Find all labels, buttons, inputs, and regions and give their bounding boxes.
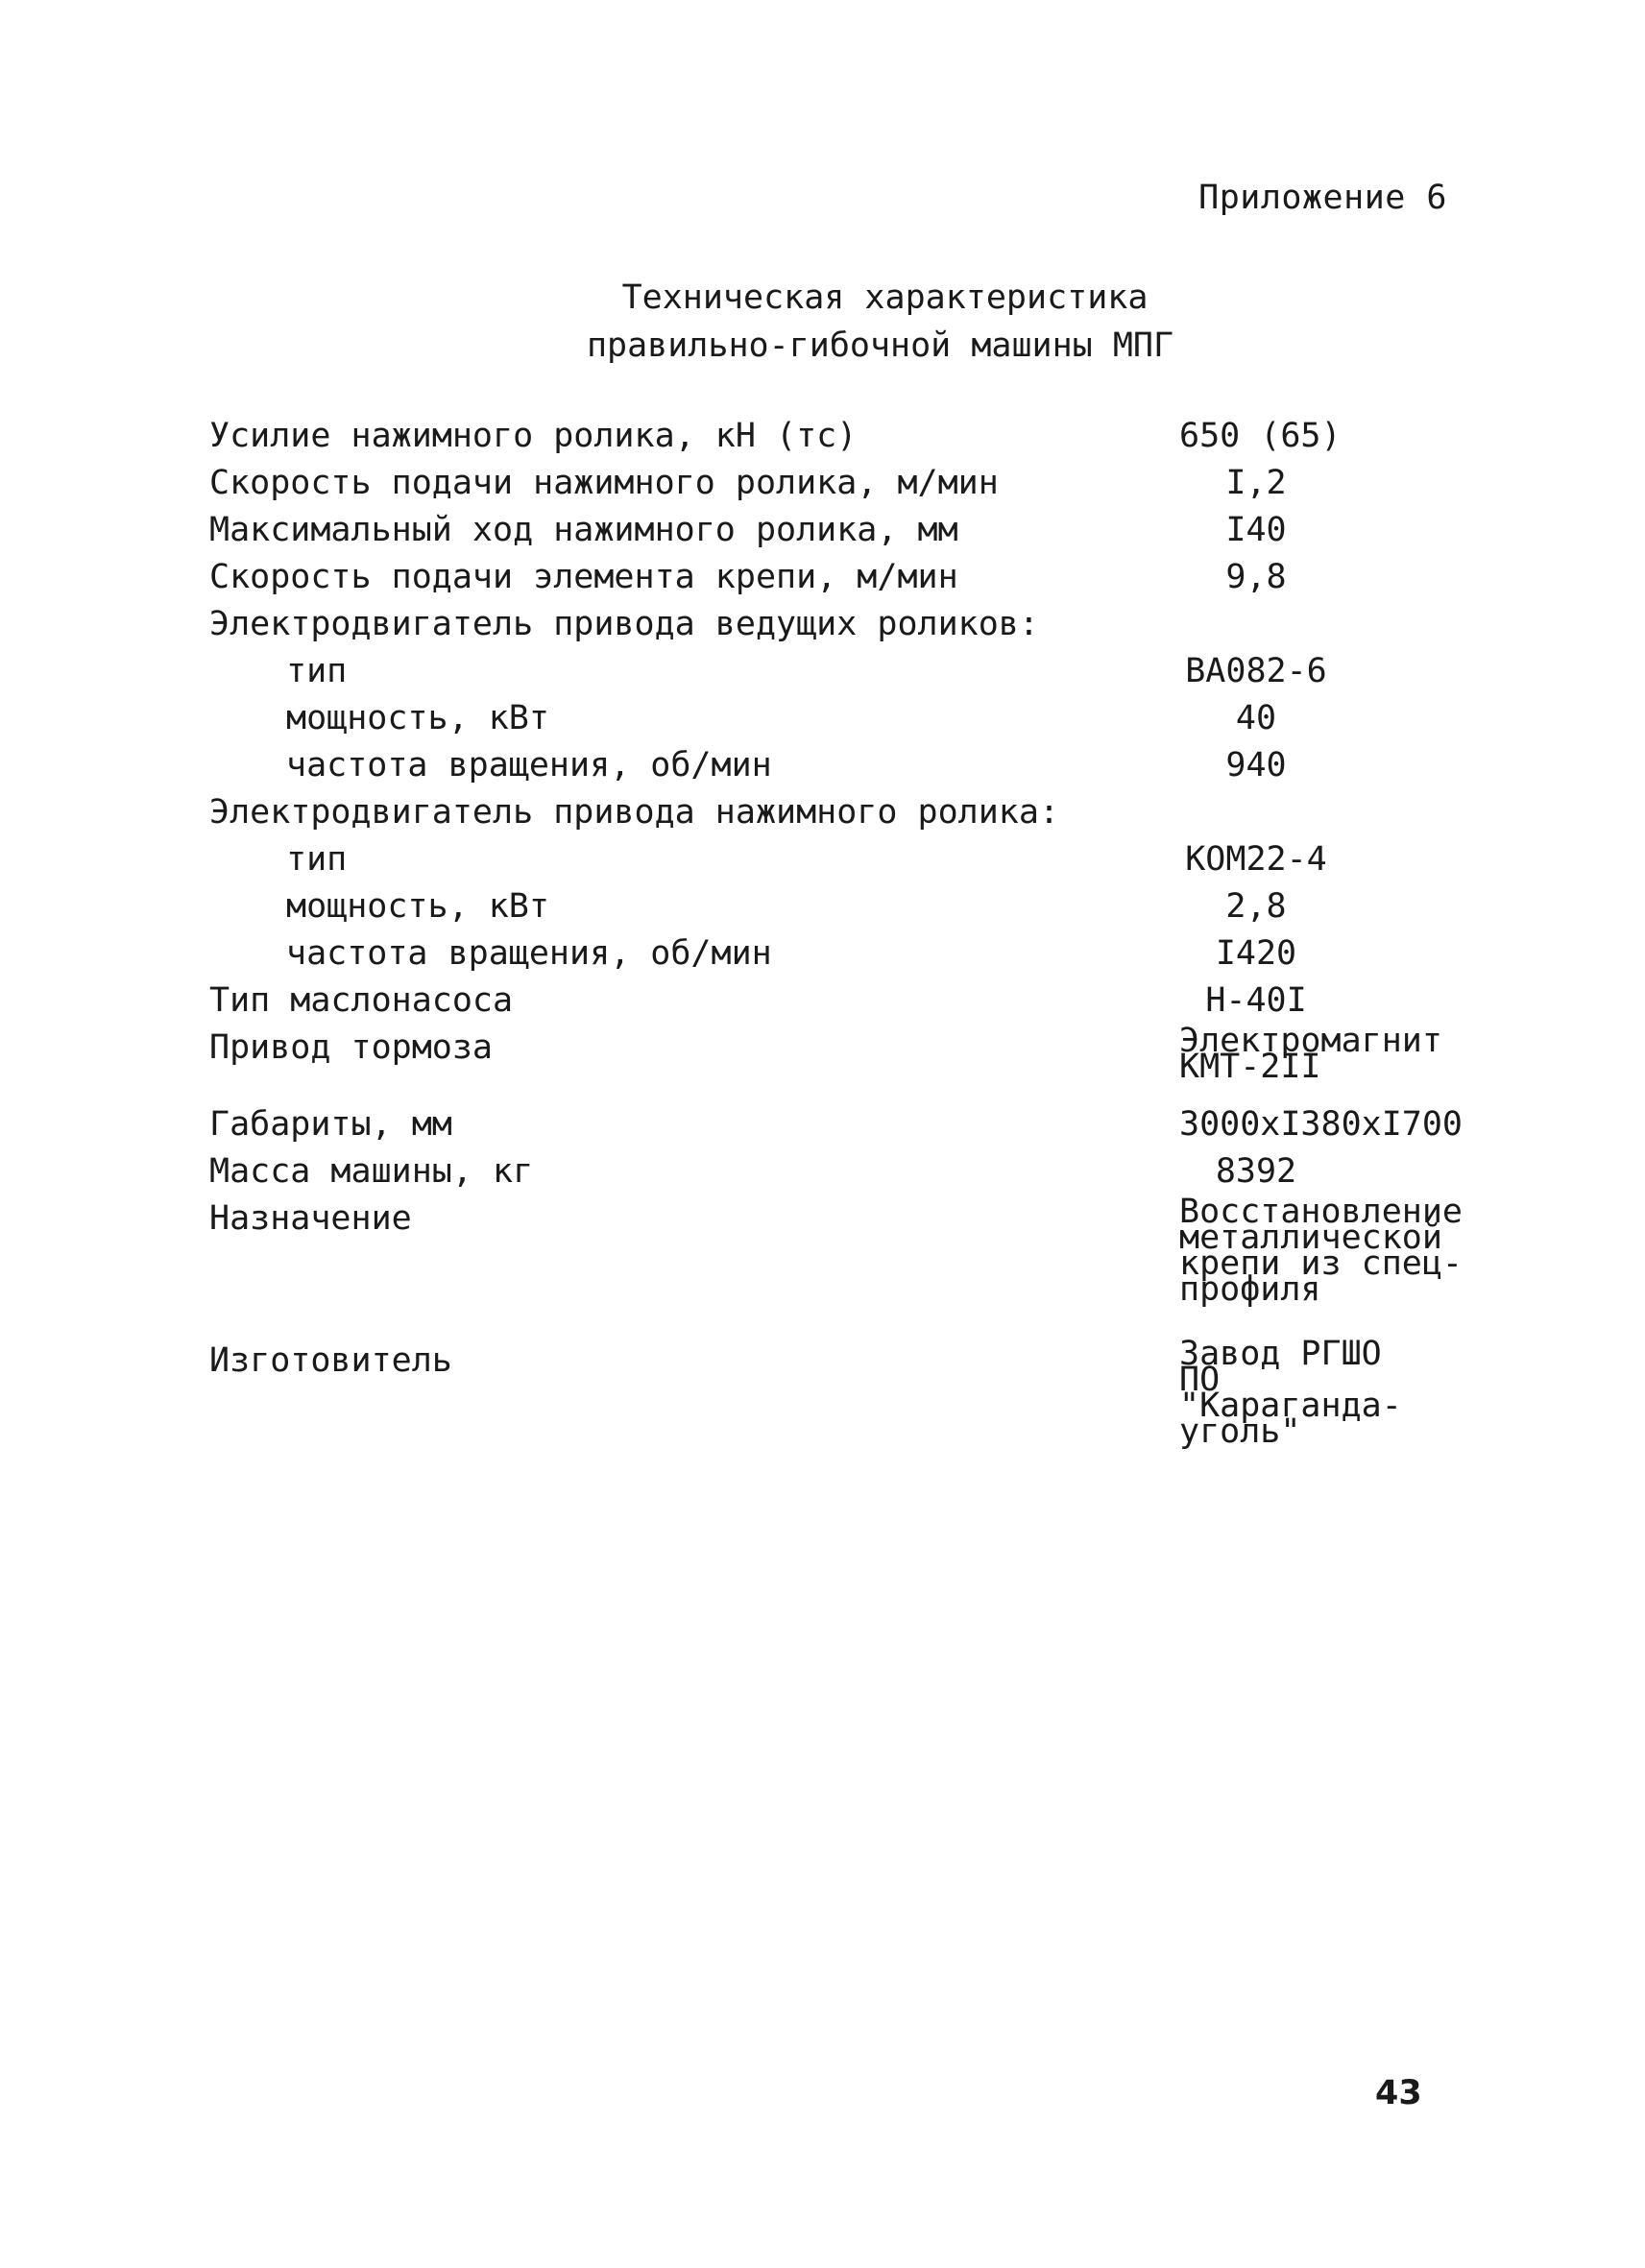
spec-value: 940 (1225, 746, 1287, 784)
spec-value: ВА082-6 (1185, 652, 1327, 690)
title-line-2: правильно-гибочной машины МПГ (586, 326, 1174, 365)
spec-label: частота вращения, об/мин (286, 934, 772, 973)
spec-row (209, 883, 1458, 930)
spec-row (209, 1022, 1458, 1101)
document-title (0, 274, 1645, 370)
spec-value: 2,8 (1225, 887, 1287, 926)
spec-label: Изготовитель (209, 1341, 452, 1380)
spec-row (209, 1193, 1464, 1338)
spec-row (209, 648, 1458, 695)
spec-value: I40 (1225, 511, 1287, 549)
spec-value: Завод РГШО ПО "Караганда- уголь" (1179, 1335, 1402, 1451)
spec-label: Привод тормоза (209, 1028, 494, 1067)
appendix-label: Приложение 6 (1198, 179, 1447, 217)
spec-row (209, 1148, 1458, 1195)
spec-label: частота вращения, об/мин (286, 746, 772, 784)
spec-value: 3000хI380хI700 (1179, 1105, 1464, 1144)
spec-row (209, 930, 1458, 977)
spec-row (209, 977, 1458, 1025)
spec-label: Масса машины, кг (209, 1152, 534, 1191)
spec-row (209, 1335, 1458, 1451)
spec-value: Н-40I (1205, 981, 1307, 1020)
spec-row (209, 1101, 1464, 1148)
spec-label: мощность, кВт (286, 699, 549, 737)
spec-row (209, 507, 1458, 554)
spec-label: Назначение (209, 1199, 412, 1238)
spec-label: Усилие нажимного ролика, кН (тс) (209, 417, 858, 455)
spec-label: Электродвигатель привода нажимного ролика: (209, 793, 1060, 832)
spec-value: I,2 (1225, 464, 1287, 502)
spec-label: Габариты, мм (209, 1105, 452, 1144)
spec-list (209, 413, 1464, 1451)
spec-label: Электродвигатель привода ведущих роликов: (209, 605, 1039, 643)
title-line-1: Техническая характеристика (621, 278, 1149, 317)
spec-group-heading (209, 789, 1458, 836)
spec-value: 650 (65) (1179, 417, 1342, 455)
spec-value: КОМ22-4 (1185, 840, 1327, 879)
spec-value: I420 (1215, 934, 1297, 973)
spec-label: тип (286, 652, 348, 690)
spec-value: Электромагнит КМТ-2II (1179, 1022, 1442, 1086)
spec-row (209, 554, 1458, 601)
spec-label: тип (286, 840, 348, 879)
spec-value: 8392 (1215, 1152, 1297, 1191)
spec-label: мощность, кВт (286, 887, 549, 926)
spec-value: 40 (1235, 699, 1277, 737)
spec-label: Скорость подачи нажимного ролика, м/мин (209, 464, 999, 502)
spec-row (209, 695, 1458, 742)
spec-label: Максимальный ход нажимного ролика, мм (209, 511, 958, 549)
spec-row (209, 413, 1458, 460)
spec-row (209, 460, 1458, 507)
spec-row (209, 742, 1458, 789)
spec-label: Тип маслонасоса (209, 981, 514, 1020)
spec-value: 9,8 (1225, 558, 1287, 596)
spec-group-heading (209, 601, 1458, 648)
spec-value: Восстановление металлической крепи из спец- профиля (1179, 1193, 1464, 1309)
spec-label: Скорость подачи элемента крепи, м/мин (209, 558, 958, 596)
page-number: 43 (1375, 2074, 1422, 2112)
spec-row (209, 836, 1458, 883)
